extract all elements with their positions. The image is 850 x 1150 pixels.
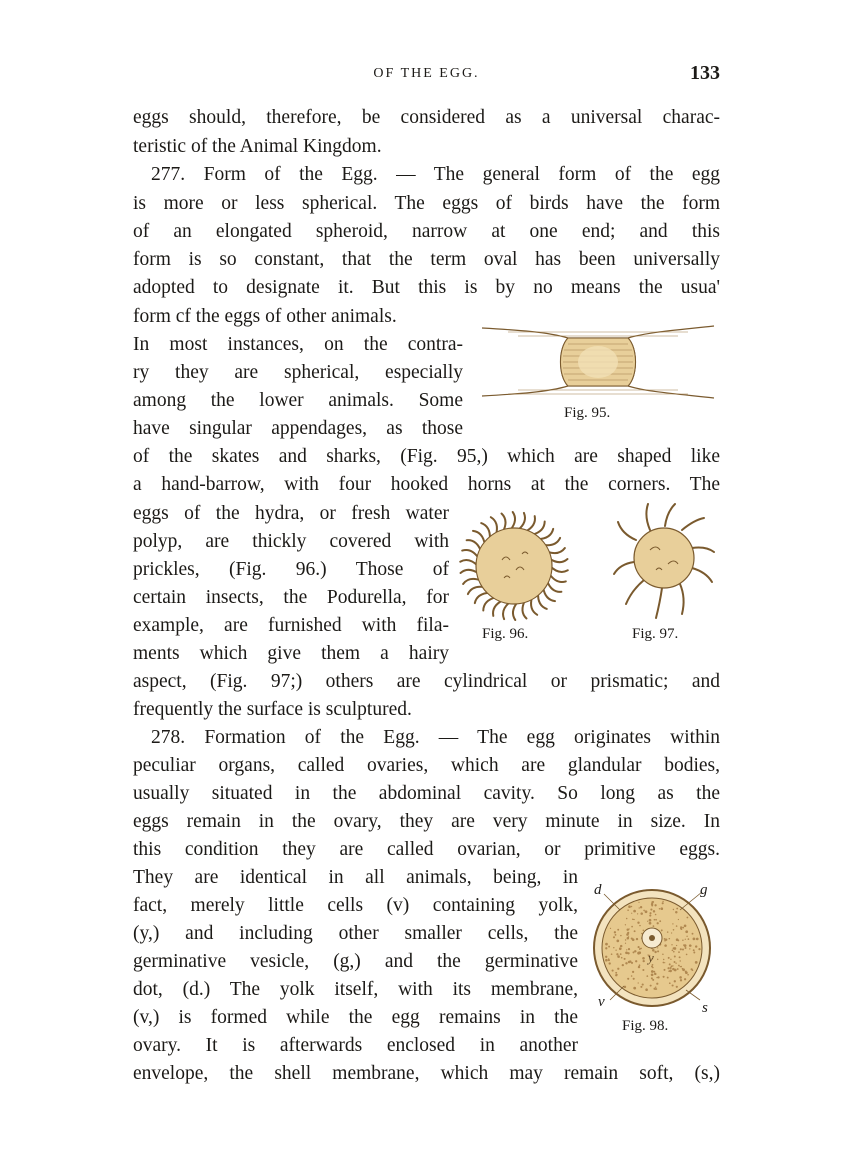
fig-98-yolk-granule [651,901,653,903]
fig-98-yolk-granule [638,902,639,903]
fig-98-yolk-granule [634,930,636,932]
fig-96-prickle [503,602,510,619]
fig-96-prickle [460,560,478,566]
fig-98-yolk-granule [625,943,626,944]
fig-98-yolk-granule [615,934,617,936]
fig-98-yolk-granule [637,922,639,924]
fig-98-yolk-granule [693,938,696,941]
fig-98-yolk-granule [673,951,675,953]
fig-98-yolk-granule [649,919,652,922]
fig-98-yolk-granule [686,917,688,919]
text-line: (v,) is formed while the egg remains in the [133,1007,578,1028]
fig-98-yolk-granule [643,930,645,932]
fig-98-yolk-granule [674,980,676,982]
fig-98-yolk-granule [613,936,615,938]
fig-98-yolk-granule [678,965,680,967]
fig-98-yolk-granule [671,944,672,945]
fig-98-yolk-granule [608,958,609,959]
fig-98-yolk-granule [649,922,652,925]
fig-97-caption: Fig. 97. [632,626,679,642]
fig-98-yolk-granule [664,944,667,947]
text-line: eggs remain in the ovary, they are very minute in size. In [133,811,720,832]
fig-98-yolk-granule [638,951,641,954]
fig-98-yolk-granule [669,963,671,965]
text-line: aspect, (Fig. 97;) others are cylindrical or prismatic; and [133,671,720,692]
fig-98-yolk-granule [684,944,687,947]
fig-98-yolk-granule [617,955,620,958]
fig-98-yolk-granule [626,918,628,920]
fig-98-yolk-granule [657,947,658,948]
text-line: dot, (d.) The yolk itself, with its membrane, [133,979,578,1000]
fig-98-yolk-granule [676,938,679,941]
fig-98-yolk-granule [631,913,632,914]
fig-98-yolk-granule [662,902,664,904]
text-line: teristic of the Animal Kingdom. [133,136,382,157]
fig-98-yolk-granule [632,938,635,941]
fig-98-yolk-granule [646,975,648,977]
fig-98-yolk-granule [685,939,686,940]
fig-98-yolk-granule [674,961,676,963]
fig-95-caption: Fig. 95. [564,405,611,421]
fig-98-label-d: d [594,882,602,898]
text-line: (y,) and including other smaller cells, the [133,923,578,944]
fig-98-yolk-granule [625,924,626,925]
text-line: They are identical in all animals, being, in [133,867,578,888]
fig-98-yolk-granule [674,956,676,958]
fig-98-yolk-granule [663,976,665,978]
fig-98-yolk-granule [678,919,679,920]
fig-98-yolk-granule [624,958,626,960]
fig-96-prickle [550,566,568,572]
fig-98-yolk-granule [688,938,690,940]
fig-96-prickle [462,550,479,559]
fig-98-ovarian-egg-illustration [590,882,720,1020]
fig-98-yolk-granule [633,919,634,920]
fig-98-yolk-granule [661,929,663,931]
text-line: have singular appendages, as those [133,418,463,439]
fig-98-yolk-granule [642,957,645,960]
fig-98-yolk-granule [633,910,636,913]
fig-98-yolk-granule [654,951,656,953]
text-line: form cf the eggs of other animals. [133,306,397,327]
fig-98-yolk-granule [682,939,683,940]
fig-98-yolk-granule [655,973,657,975]
fig-98-yolk-granule [657,950,659,952]
fig-98-yolk-granule [673,929,675,931]
text-line: is more or less spherical. The eggs of birds have the form [133,193,720,214]
running-head [133,62,720,86]
fig-98-yolk-granule [664,969,666,971]
fig-98-yolk-granule [671,932,672,933]
fig-98-yolk-granule [616,940,619,943]
fig-95-skate-egg-illustration [478,318,718,404]
fig-98-yolk-granule [611,953,613,955]
fig-98-yolk-granule [680,960,681,961]
fig-98-yolk-granule [695,945,697,947]
fig-98-yolk-granule [672,968,675,971]
section-278-heading-line: 278. Formation of the Egg. — The egg originates within [151,727,720,748]
fig-98-yolk-granule [620,953,622,955]
fig-98-yolk-granule [625,951,628,954]
fig-98-yolk-granule [680,966,681,967]
fig-98-yolk-granule [654,919,656,921]
fig-98-yolk-granule [672,949,674,951]
fig-98-yolk-granule [625,962,627,964]
text-line: envelope, the shell membrane, which may remain soft, (s,) [133,1063,720,1084]
fig-98-yolk-granule [645,910,648,913]
fig-98-yolk-granule [687,974,689,976]
text-line: usually situated in the abdominal cavity. So long as the [133,783,720,804]
fig-98-yolk-granule [673,909,674,910]
fig-98-yolk-granule [656,983,658,985]
fig-98-yolk-granule [672,923,673,924]
fig-98-yolk-granule [638,966,640,968]
fig-98-yolk-granule [614,931,616,933]
fig-98-yolk-granule [633,951,635,953]
fig-98-yolk-granule [627,909,629,911]
fig-98-yolk-granule [676,925,678,927]
fig-98-label-g: g [700,882,708,898]
fig-98-yolk-granule [613,947,614,948]
fig-98-yolk-granule [679,976,682,979]
fig-98-yolk-granule [636,938,638,940]
fig-98-yolk-granule [635,960,637,962]
fig-98-yolk-granule [605,956,607,958]
fig-98-label-v: v [598,994,605,1010]
fig-98-yolk-granule [659,908,661,910]
fig-98-yolk-granule [655,914,657,916]
fig-98-yolk-granule [696,938,698,940]
fig-98-yolk-granule [655,986,656,987]
fig-98-yolk-granule [622,964,624,966]
fig-98-yolk-granule [654,904,656,906]
fig-98-yolk-granule [669,938,671,940]
fig-98-yolk-granule [689,948,690,949]
text-line: ments which give them a hairy [133,643,449,664]
fig-98-yolk-granule [677,968,679,970]
fig-98-yolk-granule [633,987,636,990]
fig-98-yolk-granule [640,906,642,908]
fig-98-yolk-granule [651,966,653,968]
fig-98-yolk-granule [685,930,688,933]
fig-98-yolk-granule [671,965,673,967]
fig-98-yolk-granule [665,939,667,941]
fig-98-yolk-granule [653,971,655,973]
fig-96-prickle [525,516,535,532]
fig-98-yolk-granule [667,967,669,969]
fig-98-yolk-granule [680,979,682,981]
fig-98-yolk-granule [633,978,635,980]
fig-96-prickle [549,574,566,583]
fig-98-yolk-granule [661,907,664,910]
fig-98-yolk-granule [684,978,686,980]
fig-98-yolk-granule [657,959,658,960]
fig-98-yolk-granule [681,928,683,930]
fig-98-yolk-granule [631,962,633,964]
fig-98-yolk-granule [640,912,643,915]
text-line: ovary. It is afterwards enclosed in another [133,1035,578,1056]
fig-98-yolk-granule [669,982,671,984]
fig-98-yolk-granule [612,970,614,972]
fig-98-yolk-granule [627,978,629,980]
fig-98-yolk-granule [675,963,676,964]
fig-96-caption: Fig. 96. [482,626,529,642]
fig-98-yolk-granule [647,921,648,922]
text-line: adopted to designate it. But this is by no means the usua' [133,277,720,298]
fig-98-yolk-granule [672,984,674,986]
fig-98-yolk-granule [639,949,640,950]
fig-98-yolk-granule [605,947,607,949]
fig-98-label-y: y [648,950,654,965]
fig-98-yolk-granule [638,982,639,983]
fig-98-yolk-granule [628,948,630,950]
fig-98-yolk-granule [653,988,655,990]
fig-98-yolk-granule [680,948,682,950]
fig-98-yolk-granule [650,909,652,911]
fig-98-yolk-granule [642,969,644,971]
text-line: certain insects, the Podurella, for [133,587,449,608]
fig-98-yolk-granule [667,931,668,932]
fig-98-yolk-granule [616,953,618,955]
fig-98-label-s: s [702,1000,708,1016]
fig-98-yolk-granule [651,970,654,973]
fig-98-yolk-granule [667,977,669,979]
fig-98-yolk-granule [655,919,657,921]
fig-98-yolk-granule [632,971,634,973]
fig-98-yolk-granule [632,919,634,921]
fig-98-yolk-granule [631,906,633,908]
fig-98-yolk-granule [682,968,685,971]
fig-98-yolk-granule [662,901,663,902]
fig-98-caption: Fig. 98. [622,1018,669,1034]
fig-98-yolk-granule [651,977,653,979]
fig-98-yolk-granule [620,935,621,936]
fig-98-yolk-granule [686,936,687,937]
fig-98-yolk-granule [625,939,626,940]
fig-98-yolk-granule [617,929,619,931]
text-line: In most instances, on the contra- [133,334,463,355]
text-line: a hand-barrow, with four hooked horns at the corners. The [133,474,720,495]
fig-98-yolk-granule [621,957,623,959]
fig-98-yolk-granule [653,925,655,927]
fig-98-yolk-granule [617,968,619,970]
fig-98-yolk-granule [676,945,677,946]
fig-97-podurella-egg-illustration [610,500,720,625]
fig-96-prickle [493,600,503,616]
text-line: of an elongated spheroid, narrow at one end; and this [133,221,720,242]
fig-98-yolk-granule [676,908,678,910]
fig-98-yolk-granule [682,927,684,929]
running-title: OF THE EGG. [373,66,480,81]
fig-98-yolk-granule [650,985,651,986]
fig-98-yolk-granule [670,967,672,969]
fig-98-yolk-granule [662,953,664,955]
fig-98-yolk-granule [670,959,671,960]
fig-98-yolk-granule [610,928,611,929]
fig-98-yolk-granule [615,972,617,974]
text-line: example, are furnished with fila- [133,615,449,636]
fig-98-yolk-granule [628,961,631,964]
fig-98-yolk-granule [675,911,677,913]
fig-98-yolk-granule [643,910,645,912]
fig-98-yolk-granule [640,986,642,988]
fig-98-yolk-granule [698,948,700,950]
fig-98-yolk-granule [663,962,665,964]
text-line: prickles, (Fig. 96.) Those of [133,559,449,580]
fig-98-yolk-granule [659,920,661,922]
text-line: germinative vesicle, (g,) and the germinative [133,951,578,972]
text-line: peculiar organs, called ovaries, which are glandular bodies, [133,755,720,776]
fig-98-yolk-granule [642,984,644,986]
fig-98-yolk-granule [668,957,670,959]
fig-98-yolk-granule [615,950,616,951]
section-277-heading-line: 277. Form of the Egg. — The general form of the egg [151,164,720,185]
text-line: fact, merely little cells (v) containing yolk, [133,895,578,916]
fig-98-yolk-granule [690,945,691,946]
fig-98-yolk-granule [653,910,655,912]
fig-98-yolk-granule [649,912,651,914]
text-line: among the lower animals. Some [133,390,463,411]
fig-98-yolk-granule [637,913,638,914]
fig-98-yolk-granule [656,988,658,990]
fig-98-yolk-granule [628,928,629,929]
fig-98-yolk-granule [678,951,680,953]
fig-98-yolk-granule [620,945,622,947]
fig-98-yolk-granule [663,959,664,960]
fig-98-yolk-granule [674,947,677,950]
page-number: 133 [690,62,720,84]
fig-98-yolk-granule [609,962,611,964]
fig-98-yolk-granule [615,974,617,976]
text-line: form is so constant, that the term oval has been universally [133,249,720,270]
fig-96-prickle [518,513,525,530]
fig-98-yolk-granule [631,926,633,928]
fig-98-yolk-granule [664,962,665,963]
fig-98-yolk-granule [685,971,688,974]
fig-98-yolk-granule [651,973,654,976]
fig-98-yolk-granule [657,922,659,924]
text-line: ry they are spherical, especially [133,362,463,383]
fig-98-yolk-granule [680,926,682,928]
fig-98-yolk-granule [692,933,694,935]
fig-98-yolk-granule [639,964,641,966]
fig-98-yolk-granule [682,948,684,950]
text-line: eggs should, therefore, be considered as a universal charac- [133,107,720,128]
fig-98-yolk-granule [626,949,627,950]
fig-98-yolk-granule [643,960,645,962]
fig-98-yolk-granule [608,946,610,948]
fig-98-yolk-granule [631,975,633,977]
fig-96-hydra-egg-illustration [456,508,572,624]
fig-98-yolk-granule [639,925,640,926]
text-line: eggs of the hydra, or fresh water [133,503,449,524]
text-line: this condition they are called ovarian, or primitive eggs. [133,839,720,860]
text-line: of the skates and sharks, (Fig. 95,) which are shaped like [133,446,720,467]
text-line: polyp, are thickly covered with [133,531,449,552]
fig-98-yolk-granule [639,907,640,908]
fig-98-yolk-granule [668,970,670,972]
fig-98-yolk-granule [619,948,621,950]
fig-98-yolk-granule [685,947,687,949]
fig-98-yolk-granule [657,976,659,978]
fig-98-yolk-granule [638,946,640,948]
fig-98-yolk-granule [676,986,678,988]
fig-98-yolk-granule [626,933,629,936]
fig-98-yolk-granule [686,954,688,956]
fig-98-yolk-granule [656,977,657,978]
fig-98-yolk-granule [679,956,681,958]
text-line: frequently the surface is sculptured. [133,699,412,720]
fig-98-yolk-granule [628,905,631,908]
fig-98-yolk-granule [605,943,608,946]
fig-98-yolk-granule [605,959,608,962]
fig-98-yolk-granule [694,951,695,952]
fig-98-yolk-granule [649,915,651,917]
fig-98-yolk-granule [695,961,698,964]
fig-98-yolk-granule [684,925,687,928]
fig-98-yolk-granule [692,969,694,971]
fig-98-yolk-granule [645,988,648,991]
fig-98-yolk-granule [693,949,695,951]
fig-98-yolk-granule [628,936,629,937]
